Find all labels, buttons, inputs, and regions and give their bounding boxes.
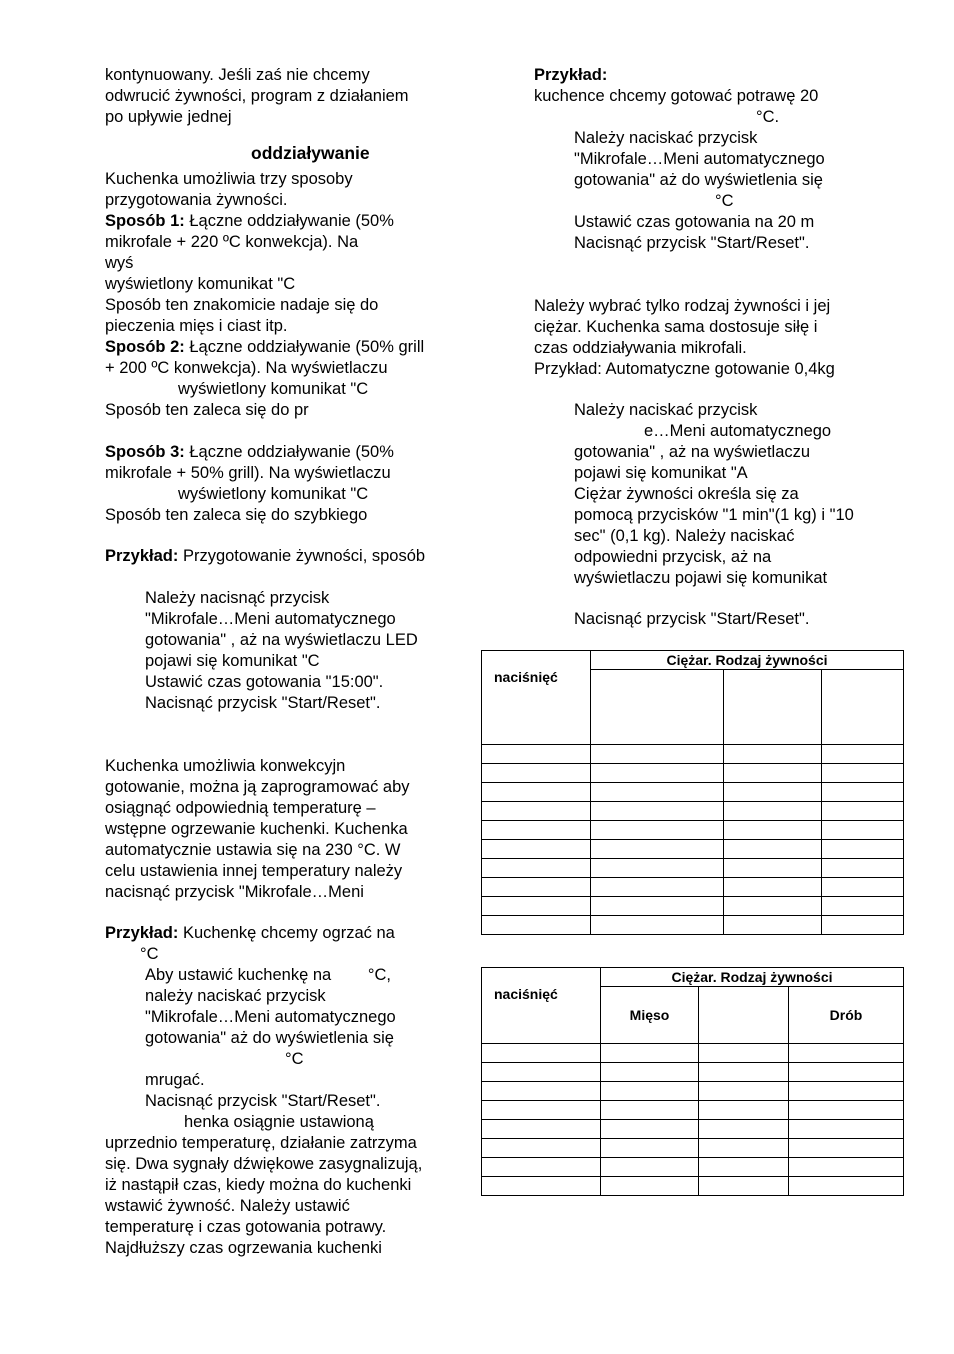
step-line: gotowania" aż do wyświetlenia się xyxy=(145,1029,394,1047)
step-line: Ustawić czas gotowania "15:00". xyxy=(145,673,384,691)
weight-food-header: Ciężar. Rodzaj żywności xyxy=(591,651,904,670)
column-header-meat: Mięso xyxy=(601,987,699,1044)
step-line: odpowiedni przycisk, aż na xyxy=(574,548,772,566)
example-2-label: Przykład: xyxy=(105,924,179,942)
method-1-line xyxy=(105,211,394,231)
step-line: "Mikrofale…Meni automatycznego xyxy=(574,150,825,168)
auto-cook-table-2 xyxy=(481,967,904,1196)
example-2-text: Kuchenkę chcemy ogrzać na xyxy=(178,924,395,942)
degree-symbol: °C. xyxy=(756,108,780,126)
paragraph-line: wstępne ogrzewanie kuchenki. Kuchenka xyxy=(105,820,408,838)
intro-line: po upływie jednej xyxy=(105,108,232,126)
paragraph-line: Sposób ten zaleca się do pr xyxy=(105,401,309,419)
step-line: Należy nacisnąć przycisk xyxy=(145,589,330,607)
paragraph-line: Sposób ten znakomicie nadaje się do xyxy=(105,296,379,314)
degree-symbol: °C xyxy=(285,1050,304,1068)
step-line: należy naciskać przycisk xyxy=(145,987,326,1005)
paragraph-line: uprzednio temperaturę, działanie zatrzyma xyxy=(105,1134,417,1152)
table-row xyxy=(482,878,904,897)
step-line: sec" (0,1 kg). Należy naciskać xyxy=(574,527,795,545)
paragraph-line: przygotowania żywności. xyxy=(105,191,288,209)
paragraph-line: henka osiągnie ustawioną xyxy=(184,1113,374,1131)
step-line: e…Meni automatycznego xyxy=(644,422,832,440)
paragraph-line: gotowanie, można ją zaprogramować aby xyxy=(105,778,410,796)
paragraph-line: wyświetlony komunikat "C xyxy=(105,275,296,293)
paragraph-line: Najdłuższy czas ogrzewania kuchenki xyxy=(105,1239,382,1257)
section-heading: oddziaływanie xyxy=(251,143,370,163)
paragraph-line: Przykład: Automatyczne gotowanie 0,4kg xyxy=(534,360,835,378)
column-header-poultry: Drób xyxy=(789,987,904,1044)
table-row xyxy=(482,764,904,783)
table-row xyxy=(482,897,904,916)
example-1-line xyxy=(105,546,425,566)
paragraph-line: Należy wybrać tylko rodzaj żywności i jej xyxy=(534,297,831,315)
degree-symbol: °C xyxy=(140,945,159,963)
paragraph-line: automatycznie ustawia się na 230 °C. W xyxy=(105,841,401,859)
auto-cook-table-1 xyxy=(481,650,904,935)
paragraph-line: celu ustawienia innej temperatury należy xyxy=(105,862,403,880)
paragraph-line: Kuchenka umożliwia konwekcyjn xyxy=(105,757,346,775)
paragraph-line: pieczenia mięs i ciast itp. xyxy=(105,317,288,335)
column-header xyxy=(822,670,904,745)
step-line: Nacisnąć przycisk "Start/Reset". xyxy=(145,1092,381,1110)
method-1-label: Sposób 1: xyxy=(105,212,185,230)
table-row xyxy=(482,1082,904,1101)
step-line: gotowania" aż do wyświetlenia się xyxy=(574,171,823,189)
table-row xyxy=(482,1044,904,1063)
table-row xyxy=(482,1063,904,1082)
column-header xyxy=(699,987,789,1044)
table-row xyxy=(482,1101,904,1120)
paragraph-line: temperaturę i czas gotowania potrawy. xyxy=(105,1218,387,1236)
presses-header: naciśnięć xyxy=(482,968,601,1044)
example-2-line xyxy=(105,923,395,943)
weight-food-header: Ciężar. Rodzaj żywności xyxy=(601,968,904,987)
method-2-label: Sposób 2: xyxy=(105,338,185,356)
paragraph-line: się. Dwa sygnały dźwiękowe zasygnalizują, xyxy=(105,1155,423,1173)
column-header xyxy=(724,670,822,745)
step-line: gotowania" , aż na wyświetlaczu xyxy=(574,443,811,461)
table-row xyxy=(482,802,904,821)
paragraph-line: Kuchenka umożliwia trzy sposoby xyxy=(105,170,353,188)
table-row xyxy=(482,916,904,935)
step-line: Ciężar żywności określa się za xyxy=(574,485,799,503)
step-line: pojawi się komunikat "C xyxy=(145,652,320,670)
step-line: Nacisnąć przycisk "Start/Reset". xyxy=(574,610,810,628)
paragraph-line: kuchence chcemy gotować potrawę 20 xyxy=(534,87,819,105)
example-label: Przykład: xyxy=(534,66,608,84)
intro-line: odwrucić żywności, program z działaniem xyxy=(105,87,409,105)
table-row xyxy=(482,1139,904,1158)
step-line: Ustawić czas gotowania na 20 m xyxy=(574,213,815,231)
table-row xyxy=(482,859,904,878)
paragraph-line: + 200 ºC konwekcja). Na wyświetlaczu xyxy=(105,359,388,377)
step-line: gotowania" , aż na wyświetlaczu LED xyxy=(145,631,418,649)
table-row xyxy=(482,745,904,764)
table-row xyxy=(482,1120,904,1139)
table-row xyxy=(482,840,904,859)
paragraph-line: osiągnąć odpowiednią temperaturę – xyxy=(105,799,376,817)
step-line: "Mikrofale…Meni automatycznego xyxy=(145,610,396,628)
table-row xyxy=(482,1177,904,1196)
paragraph-line: wyświetlony komunikat "C xyxy=(178,380,369,398)
method-2-line xyxy=(105,337,424,357)
paragraph-line: ciężar. Kuchenka sama dostosuje siłę i xyxy=(534,318,818,336)
example-1-text: Przygotowanie żywności, sposób xyxy=(178,547,426,565)
paragraph-line: nacisnąć przycisk "Mikrofale…Meni xyxy=(105,883,364,901)
paragraph-line: mikrofale + 50% grill). Na wyświetlaczu xyxy=(105,464,391,482)
paragraph-line: wyświetlony komunikat "C xyxy=(178,485,369,503)
method-3-label: Sposób 3: xyxy=(105,443,185,461)
step-line: pomocą przycisków "1 min"(1 kg) i "10 xyxy=(574,506,854,524)
step-line: Należy naciskać przycisk xyxy=(574,401,758,419)
step-line: Nacisnąć przycisk "Start/Reset". xyxy=(145,694,381,712)
paragraph-line: wyś xyxy=(105,254,134,272)
step-line: Należy naciskać przycisk xyxy=(574,129,758,147)
paragraph-line: czas oddziaływania mikrofali. xyxy=(534,339,747,357)
table-row xyxy=(482,1158,904,1177)
paragraph-line: Sposób ten zaleca się do szybkiego xyxy=(105,506,368,524)
column-header xyxy=(591,670,724,745)
step-line: wyświetlaczu pojawi się komunikat xyxy=(574,569,828,587)
step-line: mrugać. xyxy=(145,1071,205,1089)
table-row xyxy=(482,783,904,802)
step-line: Nacisnąć przycisk "Start/Reset". xyxy=(574,234,810,252)
degree-symbol: °C xyxy=(715,192,734,210)
presses-header: naciśnięć xyxy=(482,651,591,745)
paragraph-line: iż nastąpił czas, kiedy można do kuchenki xyxy=(105,1176,412,1194)
step-line: Aby ustawić kuchenkę na °C, xyxy=(145,966,391,984)
intro-line: kontynuowany. Jeśli zaś nie chcemy xyxy=(105,66,370,84)
step-line: pojawi się komunikat "A xyxy=(574,464,748,482)
example-1-label: Przykład: xyxy=(105,547,179,565)
method-3-line xyxy=(105,442,394,462)
method-2-text: Łączne oddziaływanie (50% grill xyxy=(184,338,425,356)
paragraph-line: wstawić żywność. Należy ustawić xyxy=(105,1197,350,1215)
table-row xyxy=(482,821,904,840)
method-1-text: Łączne oddziaływanie (50% xyxy=(184,212,394,230)
method-3-text: Łączne oddziaływanie (50% xyxy=(184,443,394,461)
step-line: "Mikrofale…Meni automatycznego xyxy=(145,1008,396,1026)
paragraph-line: mikrofale + 220 ºC konwekcja). Na xyxy=(105,233,359,251)
